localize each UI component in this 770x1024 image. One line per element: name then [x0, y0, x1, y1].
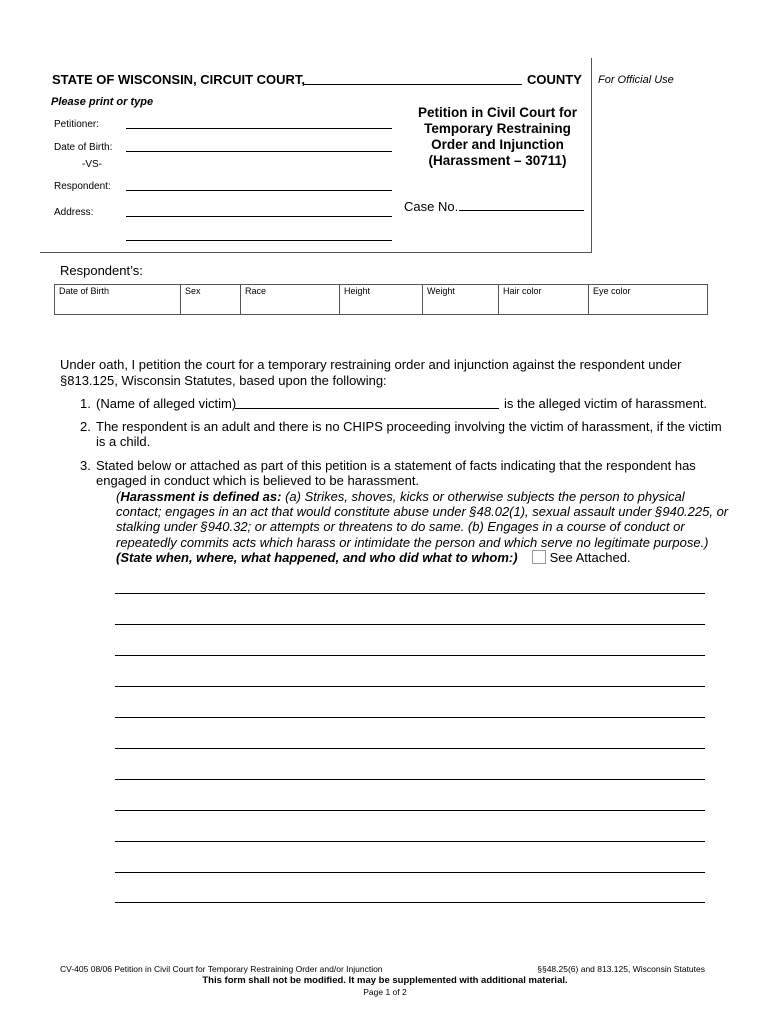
item-2-number: 2.: [80, 419, 91, 434]
item-3-line-1: Stated below or attached as part of this petition is a statement of facts indicating that the respondent has: [96, 458, 696, 473]
intro-line-1: Under oath, I petition the court for a temporary restraining order and injunction against the respondent under: [60, 357, 682, 372]
item-3-number: 3.: [80, 458, 91, 473]
col-race[interactable]: Race: [241, 285, 340, 314]
county-input-line[interactable]: [303, 84, 522, 85]
form-title: [405, 105, 590, 169]
harassment-definition-line-3: stalking under §940.32; or attempts or threatens to do same. (b) Engages in a course of conduct or: [116, 519, 685, 534]
footer-form-id: CV-405 08/06 Petition in Civil Court for Temporary Restraining Order and/or Injunction: [60, 964, 383, 974]
form-title-line-4: (Harassment – 30711): [428, 153, 567, 168]
petitioner-label: Petitioner:: [54, 119, 100, 130]
address-label: Address:: [54, 207, 94, 218]
see-attached-checkbox[interactable]: [532, 550, 546, 564]
statement-line-4[interactable]: [115, 686, 705, 687]
respondent-table-heading: Respondent’s:: [60, 263, 143, 278]
dob-input-line[interactable]: [126, 151, 392, 152]
state-when-row: [116, 550, 631, 566]
county-label: COUNTY: [527, 72, 582, 87]
col-eye-color[interactable]: Eye color: [593, 286, 631, 296]
court-title: STATE OF WISCONSIN, CIRCUIT COURT,: [52, 72, 306, 87]
intro-line-2: §813.125, Wisconsin Statutes, based upon the following:: [60, 373, 387, 388]
statement-line-7[interactable]: [115, 779, 705, 780]
statement-line-3[interactable]: [115, 655, 705, 656]
item-1-number: 1.: [80, 396, 91, 411]
statement-line-10[interactable]: [115, 872, 705, 873]
definition-heading: Harassment is defined as:: [120, 489, 282, 504]
item-1-suffix: is the alleged victim of harassment.: [504, 396, 708, 411]
official-use-label: For Official Use: [598, 74, 674, 86]
harassment-definition-line-2: contact; engages in an act that would constitute abuse under §48.02(1), sexual assault under §940.225, or: [116, 504, 729, 519]
footer-statutes: §§48.25(6) and 813.125, Wisconsin Statutes: [537, 964, 705, 974]
definition-text-1: (a) Strikes, shoves, kicks or otherwise subjects the person to physical: [281, 489, 685, 504]
harassment-definition-line-1: [116, 489, 685, 505]
col-date-of-birth[interactable]: Date of Birth: [55, 285, 181, 314]
col-sex[interactable]: Sex: [181, 285, 241, 314]
address-input-line-1[interactable]: [126, 216, 392, 217]
definition-open-paren: (: [116, 489, 121, 504]
form-title-line-1: Petition in Civil Court for: [418, 105, 577, 120]
page-number: Page 1 of 2: [363, 987, 407, 997]
item-2-line-1: The respondent is an adult and there is no CHIPS proceeding involving the victim of harassment, if the victim: [96, 419, 722, 434]
statement-line-8[interactable]: [115, 810, 705, 811]
col-height[interactable]: Height: [340, 285, 423, 314]
statement-line-5[interactable]: [115, 717, 705, 718]
footer-notice: This form shall not be modified. It may be supplemented with additional material.: [202, 975, 568, 986]
form-title-line-2: Temporary Restraining: [424, 121, 571, 136]
harassment-definition-line-4: repeatedly commits acts which harass or intimidate the person and which serve no legitimate purpose.): [116, 535, 709, 550]
state-when-instruction: (State when, where, what happened, and who did what to whom:): [116, 550, 518, 565]
respondent-label: Respondent:: [54, 181, 111, 192]
vs-label: -VS-: [82, 159, 102, 170]
respondent-input-line[interactable]: [126, 190, 392, 191]
victim-name-input-line[interactable]: [235, 408, 499, 409]
item-1-prefix: (Name of alleged victim): [96, 396, 237, 411]
statement-line-1[interactable]: [115, 593, 705, 594]
see-attached-label: See Attached.: [549, 550, 631, 565]
col-hair-color[interactable]: Hair color: [499, 285, 589, 314]
address-input-line-2[interactable]: [126, 240, 392, 241]
petitioner-input-line[interactable]: [126, 128, 392, 129]
dob-label: Date of Birth:: [54, 142, 113, 153]
item-3-line-2: engaged in conduct which is believed to be harassment.: [96, 473, 420, 488]
item-2-line-2: is a child.: [96, 434, 151, 449]
statement-line-9[interactable]: [115, 841, 705, 842]
statement-line-11[interactable]: [115, 902, 705, 903]
form-title-line-3: Order and Injunction: [431, 137, 564, 152]
statement-line-2[interactable]: [115, 624, 705, 625]
print-instruction: Please print or type: [51, 96, 154, 108]
case-no-label: Case No.: [404, 199, 459, 214]
col-weight[interactable]: Weight: [423, 285, 499, 314]
respondent-info-table: [54, 284, 708, 315]
case-no-input-line[interactable]: [459, 210, 584, 211]
statement-line-6[interactable]: [115, 748, 705, 749]
